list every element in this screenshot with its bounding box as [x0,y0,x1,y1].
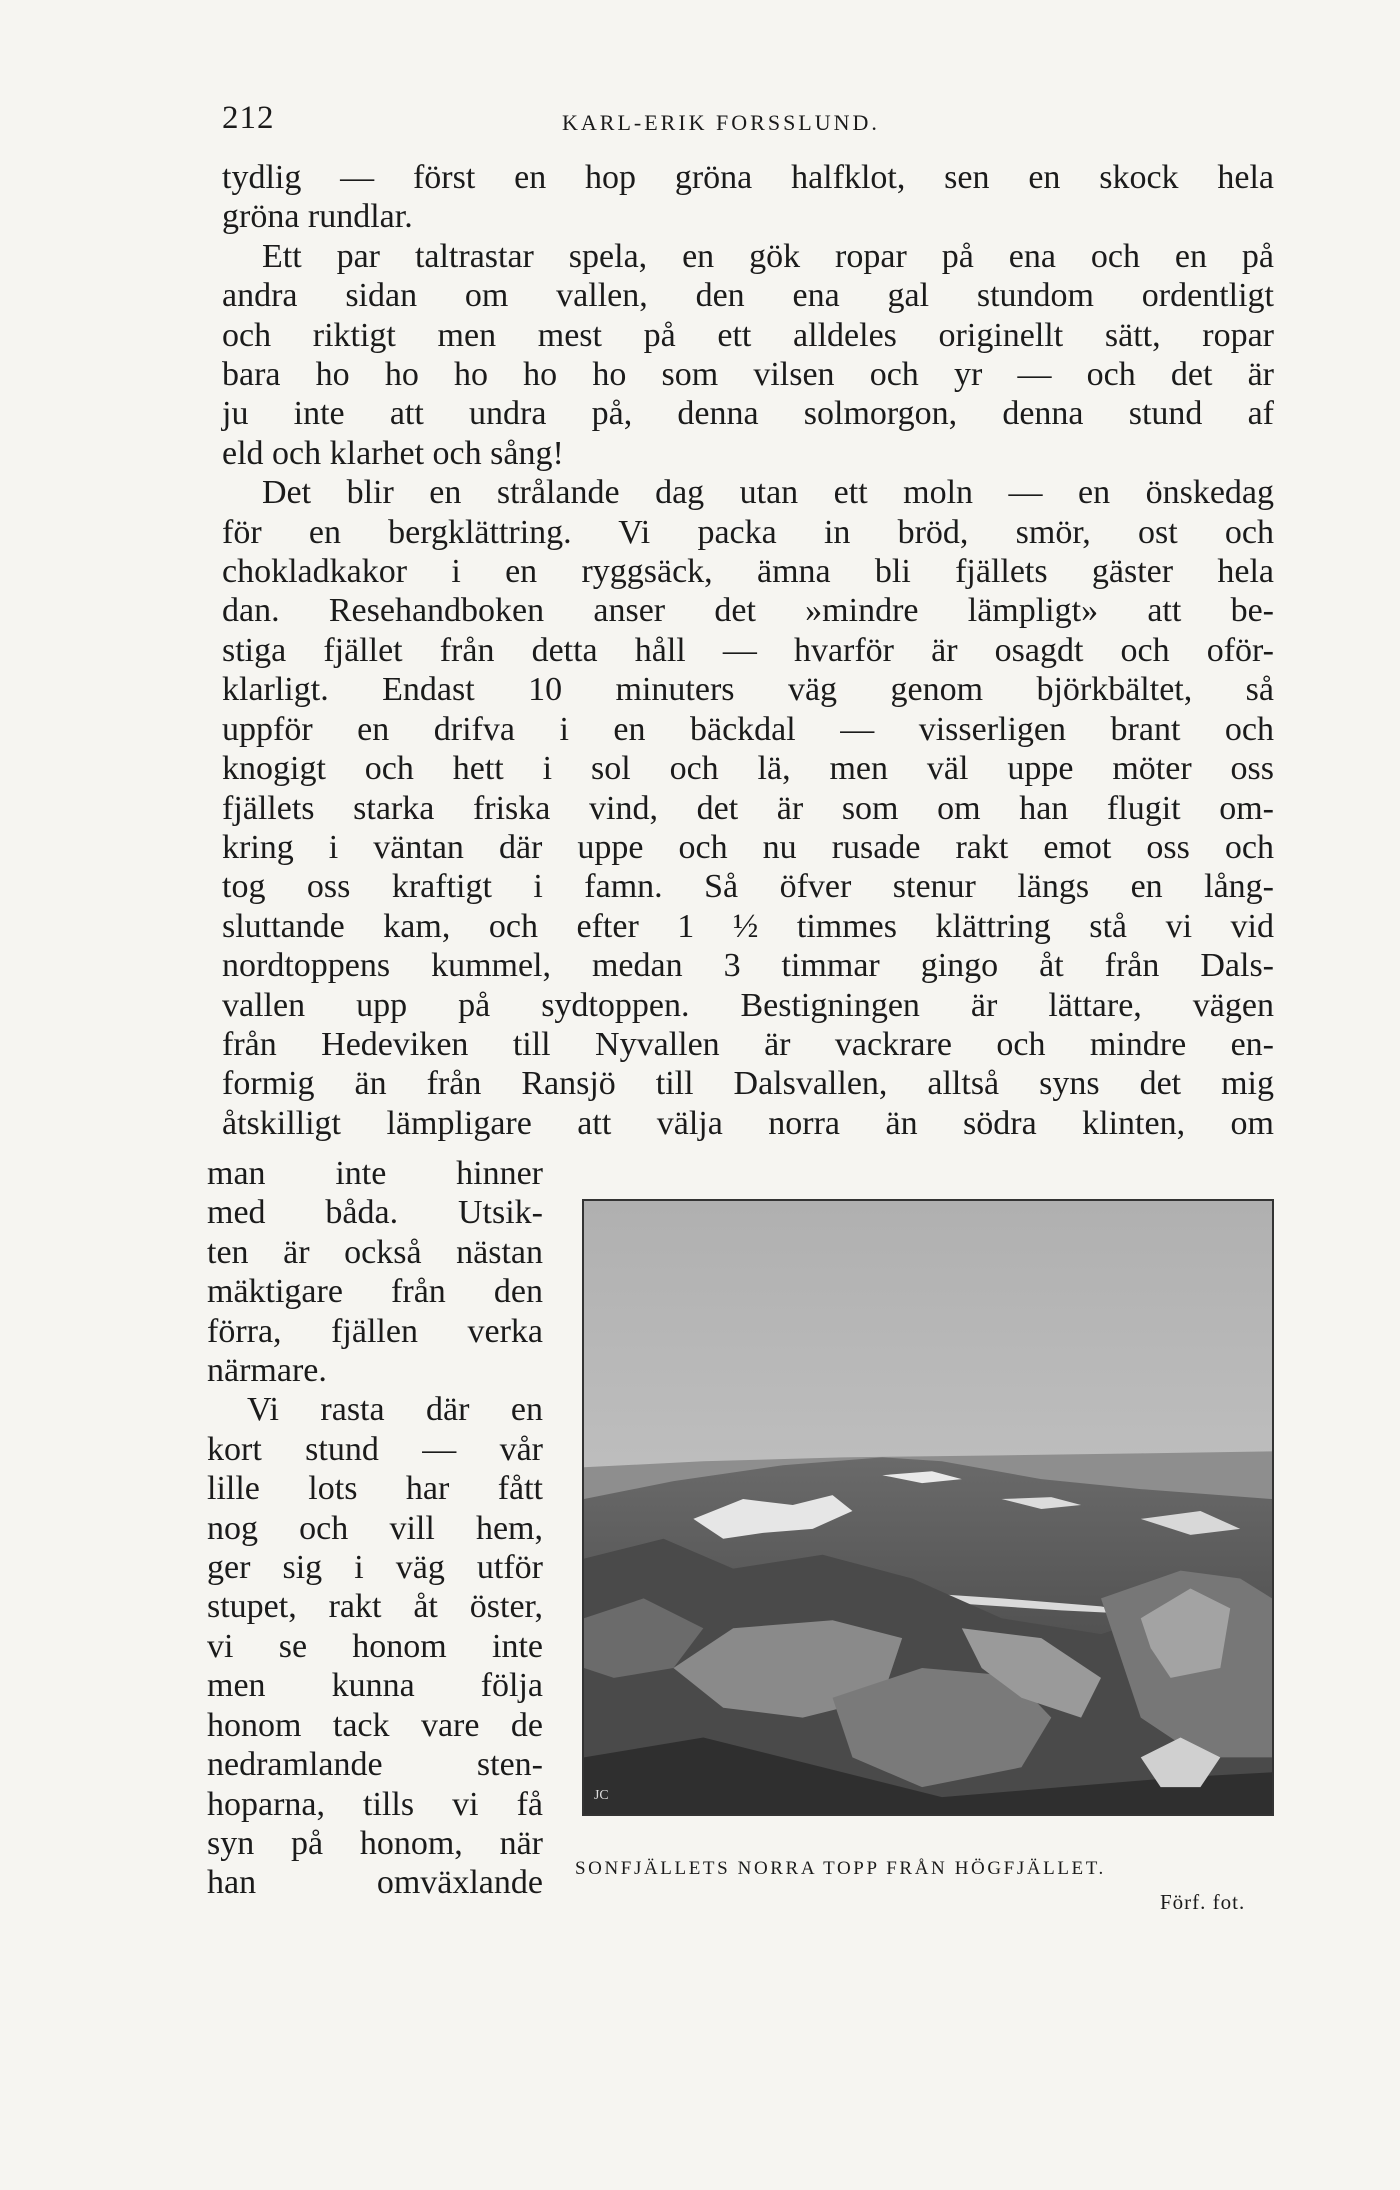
photo-credit: Förf. fot. [1160,1890,1246,1914]
text-line: syn på honom, när [207,1824,543,1862]
figure-caption: SONFJÄLLETS NORRA TOPP FRÅN HÖGFJÄLLET. [575,1858,1106,1879]
text-line: och riktigt men mest på ett alldeles originellt sätt, ropar [222,316,1274,354]
text-line: lille lots har fått [207,1470,543,1508]
text-line: Ett par taltrastar spela, en gök ropar på ena och en på [262,237,1274,275]
text-line: Det blir en strålande dag utan ett moln — en önskedag [262,474,1274,512]
text-line: nordtoppens kummel, medan 3 timmar gingo åt från Dals- [222,947,1274,985]
text-line: honom tack vare de [207,1706,543,1744]
mountain-photograph [582,1199,1274,1816]
body-text [222,158,1274,1143]
text-line: ju inte att undra på, denna solmorgon, denna stund af [222,395,1274,433]
text-line: hoparna, tills vi få [207,1785,543,1823]
page-number: 212 [222,100,275,136]
text-line: han omväxlande [207,1864,543,1902]
text-line: förra, fjällen verka [207,1312,543,1350]
text-line: sluttande kam, och efter 1 ½ timmes klättring stå vi vid [222,907,1274,945]
text-line: närmare. [207,1352,327,1390]
text-line: tog oss kraftigt i famn. Så öfver stenur längs en lång- [222,868,1274,906]
text-line: fjällets starka friska vind, det är som om han flugit om- [222,789,1274,827]
text-line: från Hedeviken till Nyvallen är vackrare och mindre en- [222,1025,1274,1063]
text-line: nedramlande sten- [207,1746,543,1784]
text-line: man inte hinner [207,1155,543,1192]
photo-monogram: JC [593,1788,609,1804]
photo-frame [582,1199,1274,1816]
text-line: chokladkakor i en ryggsäck, ämna bli fjällets gäster hela [222,553,1274,591]
text-line: kring i väntan där uppe och nu rusade rakt emot oss och [222,828,1274,866]
text-line: formig än från Ransjö till Dalsvallen, alltså syns det mig [222,1065,1274,1103]
page-header [222,100,1274,140]
narrow-text-column [207,1154,543,1903]
photo-image [584,1201,1272,1814]
text-line: tydlig — först en hop gröna halfklot, sen en skock hela [222,159,1274,196]
text-line: bara ho ho ho ho ho som vilsen och yr — och det är [222,356,1274,394]
text-line: vi se honom inte [207,1627,543,1665]
text-line: eld och klarhet och sång! [222,434,564,472]
running-head: KARL-ERIK FORSSLUND. [562,110,880,135]
text-line: men kunna följa [207,1667,543,1705]
text-line: åtskilligt lämpligare att välja norra än södra klinten, om [222,1104,1274,1142]
text-line: klarligt. Endast 10 minuters väg genom björkbältet, så [222,671,1274,709]
text-line: gröna rundlar. [222,198,413,236]
text-line: stupet, rakt åt öster, [207,1588,543,1626]
text-line: för en bergklättring. Vi packa in bröd, smör, ost och [222,513,1274,551]
text-line: Vi rasta där en [247,1391,543,1429]
text-line: mäktigare från den [207,1273,543,1311]
text-line: dan. Resehandboken anser det »mindre lämpligt» att be- [222,592,1274,630]
text-line: andra sidan om vallen, den ena gal stundom ordentligt [222,277,1274,315]
text-line: ger sig i väg utför [207,1549,543,1587]
text-line: nog och vill hem, [207,1509,543,1547]
text-line: stiga fjället från detta håll — hvarför är osagdt och oför- [222,631,1274,669]
text-line: vallen upp på sydtoppen. Bestigningen är lättare, vägen [222,986,1274,1024]
text-line: med båda. Utsik- [207,1194,543,1232]
text-line: knogigt och hett i sol och lä, men väl uppe möter oss [222,750,1274,788]
text-line: kort stund — vår [207,1430,543,1468]
text-line: ten är också nästan [207,1233,543,1271]
text-line: uppför en drifva i en bäckdal — visserligen brant och [222,710,1274,748]
